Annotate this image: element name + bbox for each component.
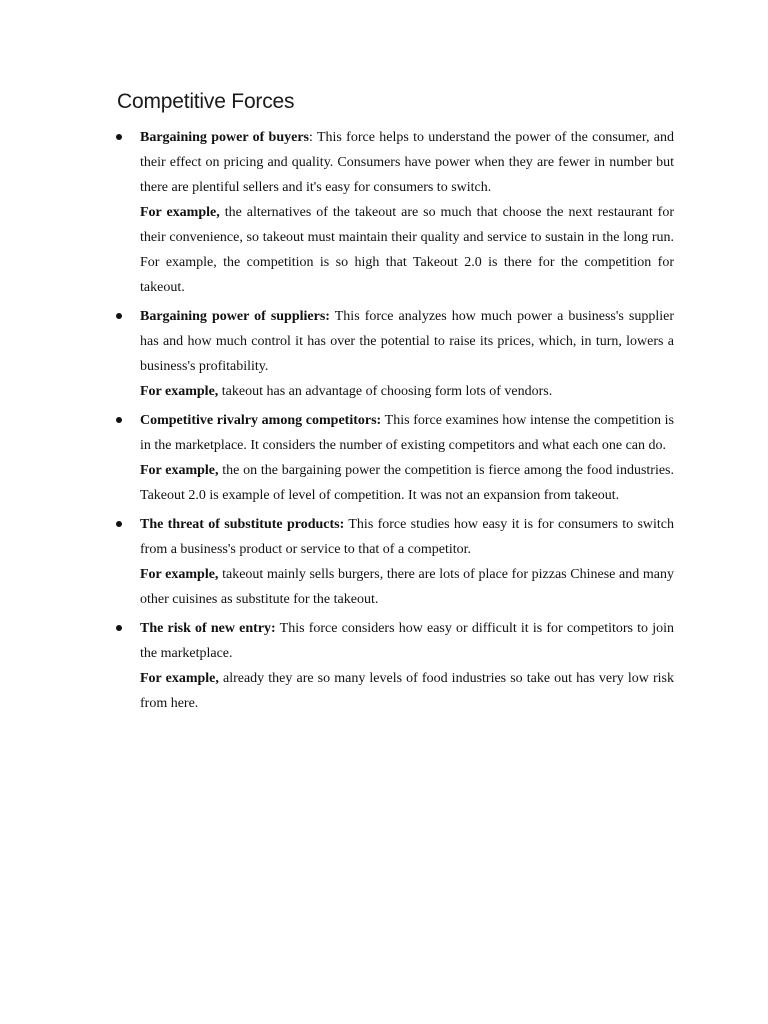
force-text: This force considers how easy or difficult it is for competitors to join the marketplace. <box>140 621 674 661</box>
example-label: For example, <box>140 567 219 582</box>
bullet-icon <box>116 417 122 423</box>
force-example <box>140 458 674 508</box>
force-description <box>140 512 674 562</box>
force-term: The risk of new entry: <box>140 621 276 636</box>
force-term: Bargaining power of suppliers: <box>140 309 330 324</box>
force-text: This force analyzes how much power a business's supplier has and how much control it has over the potential to raise its prices, which, in turn, lowers a business's profitability. <box>140 309 674 374</box>
example-text: already they are so many levels of food industries so take out has very low risk from here. <box>140 671 675 711</box>
force-term: Bargaining power of buyers <box>140 130 310 145</box>
bullet-icon <box>116 521 122 527</box>
example-text: takeout mainly sells burgers, there are lots of place for pizzas Chinese and many other cuisines as substitute for the takeout. <box>140 567 674 607</box>
list-item <box>140 125 674 300</box>
force-text: This force examines how intense the competition is in the marketplace. It considers the number of existing competitors and what each one can do. <box>140 413 674 453</box>
force-example <box>140 666 674 716</box>
bullet-icon <box>116 313 122 319</box>
force-description <box>140 125 674 200</box>
bullet-icon <box>116 625 122 631</box>
force-text: This force studies how easy it is for consumers to switch from a business's product or service to that of a competitor. <box>140 517 675 557</box>
example-label: For example, <box>140 463 219 478</box>
example-label: For example, <box>140 384 219 399</box>
force-description <box>140 408 674 458</box>
example-label: For example, <box>140 205 220 220</box>
list-item <box>140 408 674 508</box>
example-label: For example, <box>140 671 219 686</box>
force-term: The threat of substitute products: <box>140 517 345 532</box>
force-example <box>140 200 674 300</box>
page-title: Competitive Forces <box>117 90 295 113</box>
example-text: the alternatives of the takeout are so much that choose the next restaurant for their convenience, so takeout must maintain their quality and service to sustain in the long run. For example, the competition is so high that Takeout 2.0 is there for the competition for takeout. <box>140 205 675 295</box>
force-text: This force helps to understand the power of the consumer, and their effect on pricing and quality. Consumers have power when they are fewer in number but there are plentiful sellers and it's easy for consumers to switch. <box>140 130 674 195</box>
term-separator: : <box>309 130 317 145</box>
example-text: the on the bargaining power the competition is fierce among the food industries. Takeout 2.0 is example of level of competition. It was not an expansion from takeout. <box>140 463 675 503</box>
forces-list <box>140 125 674 720</box>
force-description <box>140 616 674 666</box>
bullet-icon <box>116 134 122 140</box>
list-item <box>140 616 674 716</box>
force-example <box>140 379 674 404</box>
list-item <box>140 304 674 404</box>
force-example <box>140 562 674 612</box>
force-description <box>140 304 674 379</box>
list-item <box>140 512 674 612</box>
example-text: takeout has an advantage of choosing form lots of vendors. <box>218 384 553 399</box>
force-term: Competitive rivalry among competitors: <box>140 413 382 428</box>
